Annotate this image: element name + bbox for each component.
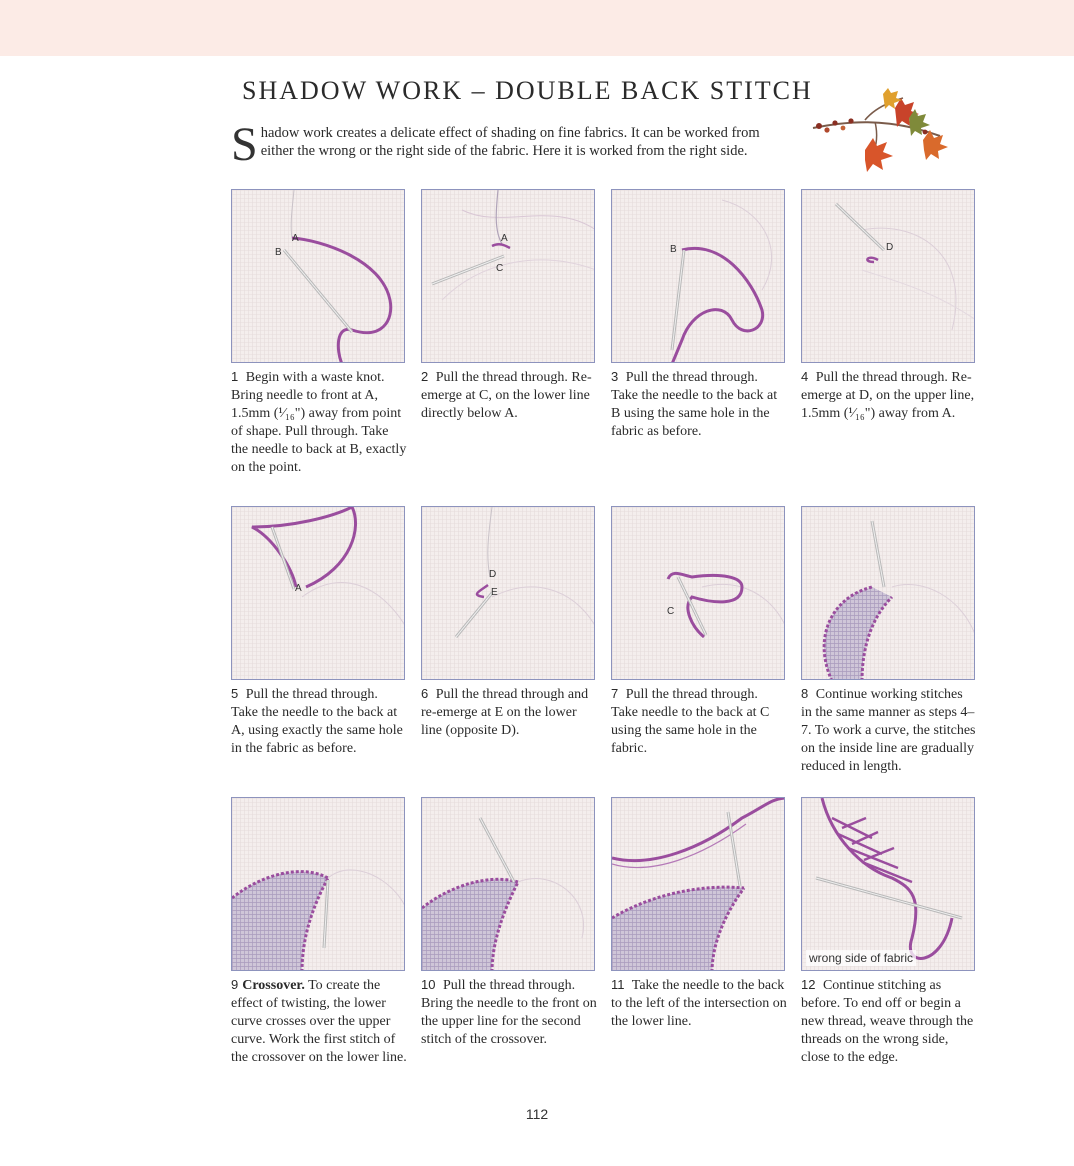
step-1-caption: 1 Begin with a waste knot. Bring needle to front at A, 1.5mm (¹⁄₁₆") away from point of shape. Pull through. Take the needle to back at B, exactly on the point. <box>231 369 407 475</box>
step-4-photo <box>801 189 975 363</box>
step-4-caption: 4 Pull the thread through. Re-emerge at D, on the upper line, 1.5mm (¹⁄₁₆") away from A. <box>801 369 975 421</box>
step-3-photo <box>611 189 785 363</box>
step-11-caption: 11 Take the needle to the back to the left of the intersection on the lower line. <box>611 977 787 1029</box>
autumn-leaves-icon <box>805 88 950 180</box>
step-11-photo <box>611 797 785 971</box>
label-a: A <box>295 583 302 594</box>
step-6-caption: 6 Pull the thread through and re-emerge at E on the lower line (opposite D). <box>421 686 589 738</box>
intro-paragraph <box>231 118 791 171</box>
label-a: A <box>292 233 299 244</box>
step-5-photo <box>231 506 405 680</box>
label-b: B <box>275 247 282 258</box>
step-10-photo <box>421 797 595 971</box>
page-number: 112 <box>525 1106 549 1122</box>
step-6-photo <box>421 506 595 680</box>
label-c: C <box>496 263 504 274</box>
top-band <box>0 0 1074 56</box>
step-1-photo <box>231 189 405 363</box>
step-12-caption: 12 Continue stitching as before. To end off or begin a new thread, weave through the threads on the wrong side, close to the edge. <box>801 977 974 1065</box>
step-2-photo <box>421 189 595 363</box>
step-3-caption: 3 Pull the thread through. Take the needle to the back at B using the same hole in the fabric as before. <box>611 369 778 439</box>
step-8-caption: 8 Continue working stitches in the same manner as steps 4–7. To work a curve, the stitches on the inside line are gradually reduced in length. <box>801 686 976 774</box>
label-b: B <box>670 244 677 255</box>
step-9-photo <box>231 797 405 971</box>
step-9-caption: 9 Crossover. To create the effect of twisting, the lower curve crosses over the upper curve. Work the first stitch of the crossover on the lower line. <box>231 977 407 1065</box>
step-12-photo <box>801 797 975 971</box>
label-d: D <box>886 242 894 253</box>
drop-cap: S <box>231 118 258 171</box>
wrong-side-label: wrong side of fabric <box>806 950 916 966</box>
label-c: C <box>667 606 675 617</box>
label-d: D <box>489 569 497 580</box>
step-8-photo <box>801 506 975 680</box>
step-10-caption: 10 Pull the thread through. Bring the needle to the front on the upper line for the second stitch of the crossover. <box>421 977 597 1047</box>
intro-text: hadow work creates a delicate effect of shading on fine fabrics. It can be worked from either the wrong or the right side of the fabric. Here it is worked from the right side. <box>260 125 760 159</box>
label-e: E <box>491 587 498 598</box>
step-7-photo <box>611 506 785 680</box>
step-2-caption: 2 Pull the thread through. Re-emerge at C, on the lower line directly below A. <box>421 369 592 421</box>
label-a: A <box>501 233 508 244</box>
step-5-caption: 5 Pull the thread through. Take the needle to the back at A, using exactly the same hole in the fabric as before. <box>231 686 403 756</box>
step-7-caption: 7 Pull the thread through. Take needle to the back at C using the same hole in the fabric. <box>611 686 770 756</box>
page-title: SHADOW WORK – DOUBLE BACK STITCH <box>242 76 813 105</box>
